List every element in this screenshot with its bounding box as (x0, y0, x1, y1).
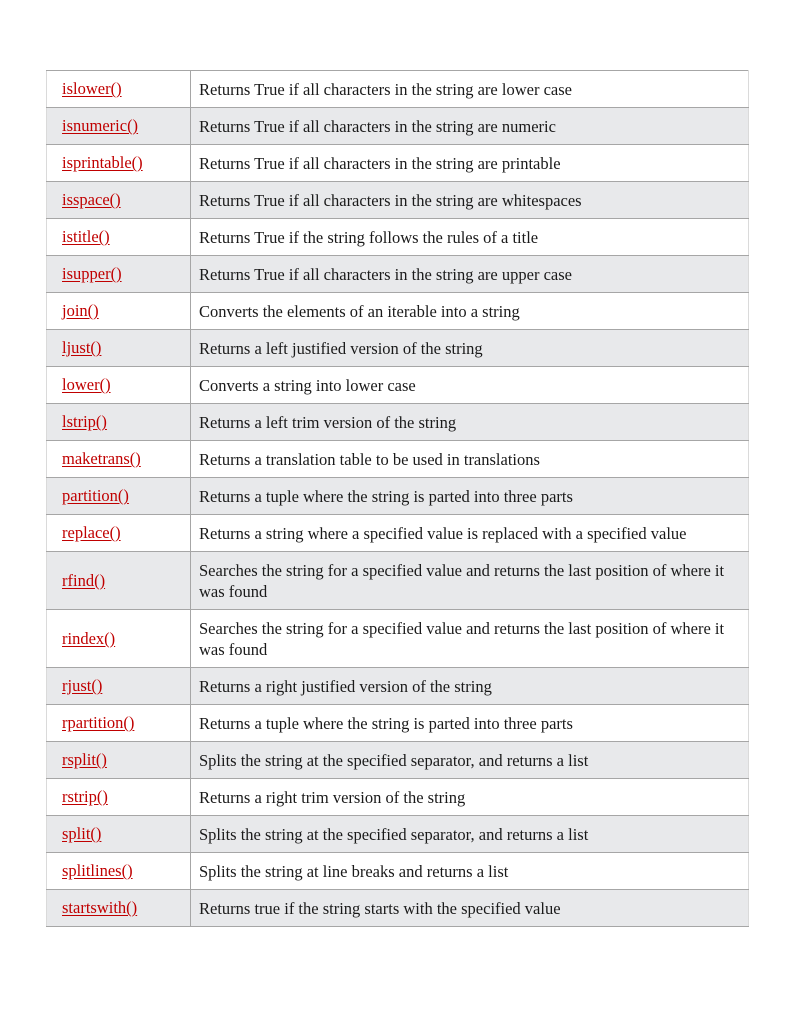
method-link-rstrip[interactable]: rstrip() (62, 787, 108, 806)
table-row (47, 853, 749, 890)
table-row (47, 890, 749, 927)
method-description: Searches the string for a specified value and returns the last position of where it was found (199, 560, 725, 601)
method-cell (47, 668, 191, 705)
method-link-lower[interactable]: lower() (62, 375, 111, 394)
description-cell (191, 515, 749, 552)
table-row (47, 441, 749, 478)
description-cell (191, 108, 749, 145)
method-description: Returns True if all characters in the string are lower case (199, 79, 572, 99)
method-link-isprintable[interactable]: isprintable() (62, 153, 143, 172)
table-row (47, 293, 749, 330)
table-row (47, 705, 749, 742)
table-row (47, 610, 749, 668)
method-description: Converts the elements of an iterable into a string (199, 301, 520, 321)
method-description: Returns a right justified version of the string (199, 676, 492, 696)
method-description: Returns True if all characters in the string are upper case (199, 264, 572, 284)
method-description: Searches the string for a specified value and returns the last position of where it was found (199, 618, 725, 659)
description-cell (191, 71, 749, 108)
method-cell (47, 779, 191, 816)
method-link-rsplit[interactable]: rsplit() (62, 750, 107, 769)
description-cell (191, 610, 749, 668)
method-cell (47, 478, 191, 515)
method-description: Returns True if all characters in the string are printable (199, 153, 561, 173)
method-link-maketrans[interactable]: maketrans() (62, 449, 141, 468)
description-cell (191, 779, 749, 816)
description-cell (191, 367, 749, 404)
table-row (47, 779, 749, 816)
method-link-rindex[interactable]: rindex() (62, 628, 116, 648)
method-description: Returns a translation table to be used in translations (199, 449, 540, 469)
method-cell (47, 853, 191, 890)
method-link-startswith[interactable]: startswith() (62, 898, 138, 917)
method-link-replace[interactable]: replace() (62, 523, 121, 542)
method-link-isnumeric[interactable]: isnumeric() (62, 116, 139, 135)
method-link-lstrip[interactable]: lstrip() (62, 412, 107, 431)
method-cell (47, 71, 191, 108)
table-row (47, 219, 749, 256)
method-description: Returns True if all characters in the string are whitespaces (199, 190, 582, 210)
method-description: Converts a string into lower case (199, 375, 416, 395)
description-cell (191, 705, 749, 742)
table-row (47, 330, 749, 367)
method-cell (47, 515, 191, 552)
method-link-islower[interactable]: islower() (62, 79, 122, 98)
method-description: Returns True if all characters in the string are numeric (199, 116, 556, 136)
method-cell (47, 293, 191, 330)
method-cell (47, 367, 191, 404)
description-cell (191, 404, 749, 441)
method-link-rjust[interactable]: rjust() (62, 676, 103, 695)
description-cell (191, 853, 749, 890)
method-cell (47, 441, 191, 478)
method-cell (47, 705, 191, 742)
method-cell (47, 816, 191, 853)
description-cell (191, 552, 749, 610)
table-row (47, 816, 749, 853)
method-cell (47, 108, 191, 145)
method-link-ljust[interactable]: ljust() (62, 338, 102, 357)
method-description: Splits the string at the specified separator, and returns a list (199, 824, 589, 844)
method-link-split[interactable]: split() (62, 824, 102, 843)
method-link-join[interactable]: join() (62, 301, 99, 320)
method-cell (47, 890, 191, 927)
table-row (47, 478, 749, 515)
method-cell (47, 219, 191, 256)
method-description: Returns a left trim version of the string (199, 412, 457, 432)
method-link-istitle[interactable]: istitle() (62, 227, 110, 246)
description-cell (191, 330, 749, 367)
method-link-isupper[interactable]: isupper() (62, 264, 122, 283)
description-cell (191, 890, 749, 927)
description-cell (191, 478, 749, 515)
description-cell (191, 441, 749, 478)
method-cell (47, 145, 191, 182)
description-cell (191, 816, 749, 853)
method-cell (47, 610, 191, 668)
table-row (47, 145, 749, 182)
table-row (47, 71, 749, 108)
method-link-partition[interactable]: partition() (62, 486, 129, 505)
description-cell (191, 219, 749, 256)
table-row (47, 367, 749, 404)
method-description: Splits the string at the specified separator, and returns a list (199, 750, 589, 770)
description-cell (191, 293, 749, 330)
method-description: Returns a tuple where the string is parted into three parts (199, 713, 573, 733)
method-cell (47, 742, 191, 779)
description-cell (191, 145, 749, 182)
table-row (47, 515, 749, 552)
method-link-splitlines[interactable]: splitlines() (62, 861, 133, 880)
method-description: Returns a tuple where the string is parted into three parts (199, 486, 573, 506)
method-cell (47, 182, 191, 219)
description-cell (191, 668, 749, 705)
description-cell (191, 256, 749, 293)
table-row (47, 668, 749, 705)
method-cell (47, 330, 191, 367)
method-description: Returns a left justified version of the string (199, 338, 483, 358)
description-cell (191, 182, 749, 219)
table-row (47, 108, 749, 145)
method-cell (47, 404, 191, 441)
string-methods-table (46, 70, 749, 927)
method-link-rpartition[interactable]: rpartition() (62, 713, 135, 732)
method-link-isspace[interactable]: isspace() (62, 190, 121, 209)
table-row (47, 404, 749, 441)
method-cell (47, 552, 191, 610)
method-description: Returns a string where a specified value is replaced with a specified value (199, 523, 687, 543)
table-row (47, 742, 749, 779)
method-cell (47, 256, 191, 293)
method-description: Returns a right trim version of the string (199, 787, 466, 807)
description-cell (191, 742, 749, 779)
method-description: Returns true if the string starts with the specified value (199, 898, 561, 918)
method-description: Returns True if the string follows the rules of a title (199, 227, 539, 247)
table-row (47, 182, 749, 219)
table-row (47, 552, 749, 610)
method-description: Splits the string at line breaks and returns a list (199, 861, 509, 881)
method-link-rfind[interactable]: rfind() (62, 570, 106, 590)
table-row (47, 256, 749, 293)
